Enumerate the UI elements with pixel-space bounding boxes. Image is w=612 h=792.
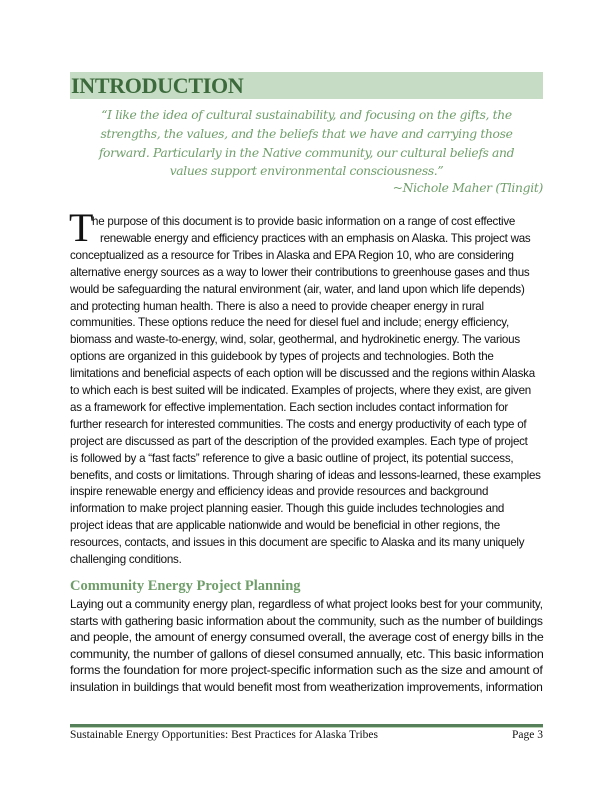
paragraph-line: to which each is best suited will be indicated. Examples of projects, where they exist, are given (70, 384, 532, 397)
paragraph-line: challenging conditions. (70, 553, 182, 566)
paragraph-line: communities. These options reduce the need for diesel fuel and include; energy efficiency, (70, 316, 509, 330)
paragraph-line: options are organized in this guidebook by types of projects and technologies. Both the (70, 350, 494, 364)
paragraph-line: conceptualized as a resource for Tribes in Alaska and EPA Region 10, who are considering (70, 248, 514, 262)
quote-attribution: ~Nichole Maher (Tlingit) (392, 181, 543, 195)
paragraph-line: information to make project planning easier. Though this guide includes technologies and (70, 502, 505, 516)
paragraph-line: resources, contacts, and issues in this document are specific to Alaska and its many uniquely (70, 536, 525, 550)
paragraph-line: benefits, and costs or limitations. Through sharing of ideas and lessons-learned, these examples (70, 468, 541, 482)
quote-line: strengths, the values, and the beliefs that we have and carrying those (100, 127, 513, 141)
paragraph-line: community, the number of gallons of diesel consumed annually, etc. This basic information (70, 647, 544, 661)
paragraph-line: biomass and waste-to-energy, wind, solar, geothermal, and hydrokinetic energy. The various (70, 333, 520, 347)
paragraph-line: project are discussed as part of the description of the provided examples. Each type of project (70, 434, 528, 448)
paragraph-line: renewable energy and efficiency practices with an emphasis on Alaska. This project was (100, 231, 531, 245)
paragraph-line: alternative energy sources as a way to lower their contributions to greenhouse gases and thus (70, 265, 530, 279)
subheading: Community Energy Project Planning (70, 578, 301, 594)
quote-line: forward. Particularly in the Native community, our cultural beliefs and (98, 146, 515, 160)
paragraph-line: limitations and beneficial aspects of each option will be discussed and the regions within Alaska (70, 367, 535, 381)
paragraph-line: inspire renewable energy and efficiency ideas and provide resources and background (70, 485, 489, 499)
paragraph-line: Laying out a community energy plan, regardless of what project looks best for your community, (70, 598, 543, 611)
page-number: Page 3 (512, 729, 543, 741)
drop-cap: T (69, 205, 94, 250)
paragraph-line: and protecting human health. There is also a need to provide cheaper energy in rural (70, 299, 484, 313)
paragraph-line: as a framework for effective implementation. Each section includes contact information for (70, 400, 509, 414)
footer-rule (70, 724, 543, 728)
paragraph-line: insulation in buildings that would benefit most from weatherization improvements, information (70, 681, 543, 694)
paragraph-line: he purpose of this document is to provide basic information on a range of cost effective (92, 215, 516, 228)
paragraph-line: starts with gathering basic information about the community, such as the number of buildings (70, 614, 543, 628)
paragraph-line: is followed by a “fast facts” reference to give a basic outline of project, its potential success, (70, 451, 514, 465)
paragraph-line: project ideas that are applicable nationwide and would be beneficial in other regions, the (70, 519, 500, 533)
quote-line: values support environmental consciousness.” (169, 164, 444, 178)
paragraph-line: and people, the amount of energy consumed overall, the average cost of energy bills in the (70, 631, 544, 645)
paragraph-line: would be safeguarding the natural environment (air, water, and land upon which life depends) (70, 282, 525, 296)
paragraph-line: forms the foundation for more project-specific information such as the size and amount of (70, 664, 543, 678)
section-heading: INTRODUCTION (71, 73, 244, 98)
footer-title: Sustainable Energy Opportunities: Best Practices for Alaska Tribes (70, 729, 379, 741)
quote-line: “I like the idea of cultural sustainability, and focusing on the gifts, the (101, 108, 512, 122)
paragraph-line: further research for interested communities. The costs and energy productivity of each type of (70, 417, 527, 431)
